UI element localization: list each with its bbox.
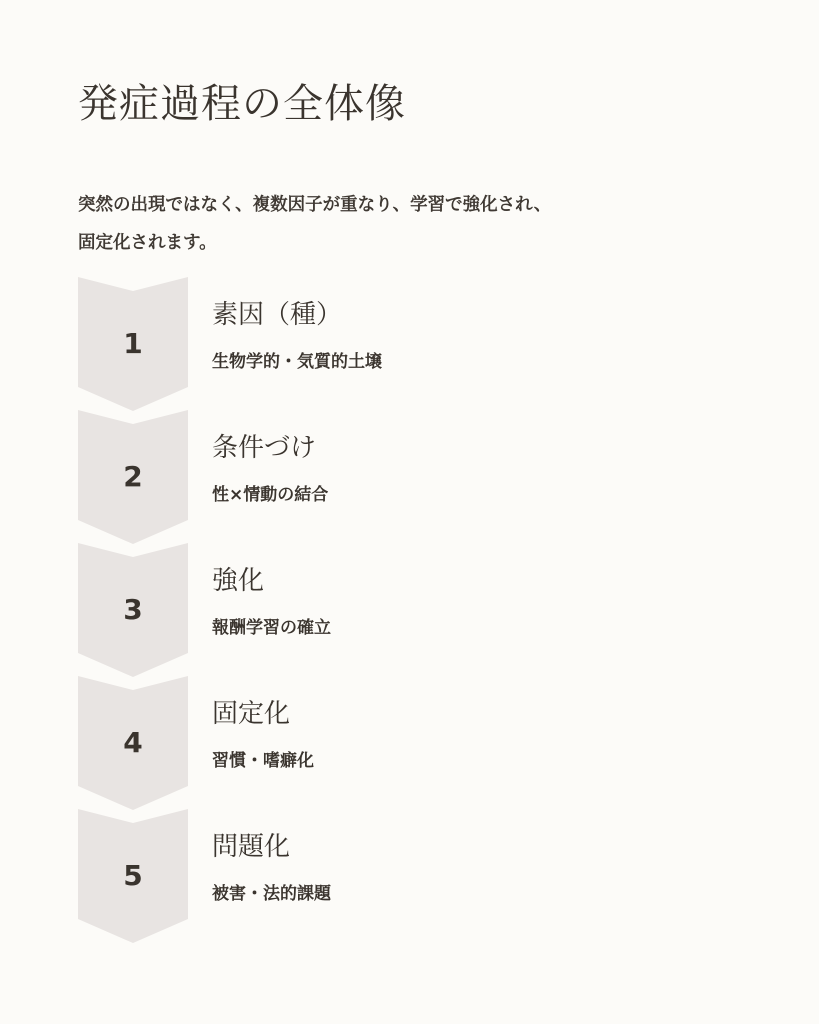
step-title: 条件づけ (212, 433, 317, 463)
page-title: 発症過程の全体像 (78, 81, 406, 127)
step-number: 5 (123, 859, 143, 892)
step-title: 問題化 (212, 832, 291, 862)
step-description: 被害・法的課題 (212, 884, 331, 904)
step-description: 習慣・嗜癖化 (212, 751, 314, 771)
step-number: 1 (123, 327, 143, 360)
step-description: 性×情動の結合 (212, 485, 329, 505)
step-number: 3 (123, 593, 143, 626)
intro-line-1: 突然の出現ではなく、複数因子が重なり、学習で強化され、 (78, 195, 552, 215)
step-description: 報酬学習の確立 (212, 618, 331, 638)
intro-text (78, 186, 718, 262)
step-2 (78, 410, 638, 544)
step-title: 素因（種） (212, 300, 343, 330)
step-3 (78, 543, 638, 677)
intro-line-2: 固定化されます。 (78, 233, 217, 253)
step-number: 2 (123, 460, 143, 493)
step-number: 4 (123, 726, 143, 759)
step-4 (78, 676, 638, 810)
step-5 (78, 809, 638, 943)
step-description: 生物学的・気質的土壌 (212, 352, 382, 372)
step-1 (78, 277, 638, 411)
step-title: 強化 (212, 566, 265, 596)
step-title: 固定化 (212, 699, 291, 729)
